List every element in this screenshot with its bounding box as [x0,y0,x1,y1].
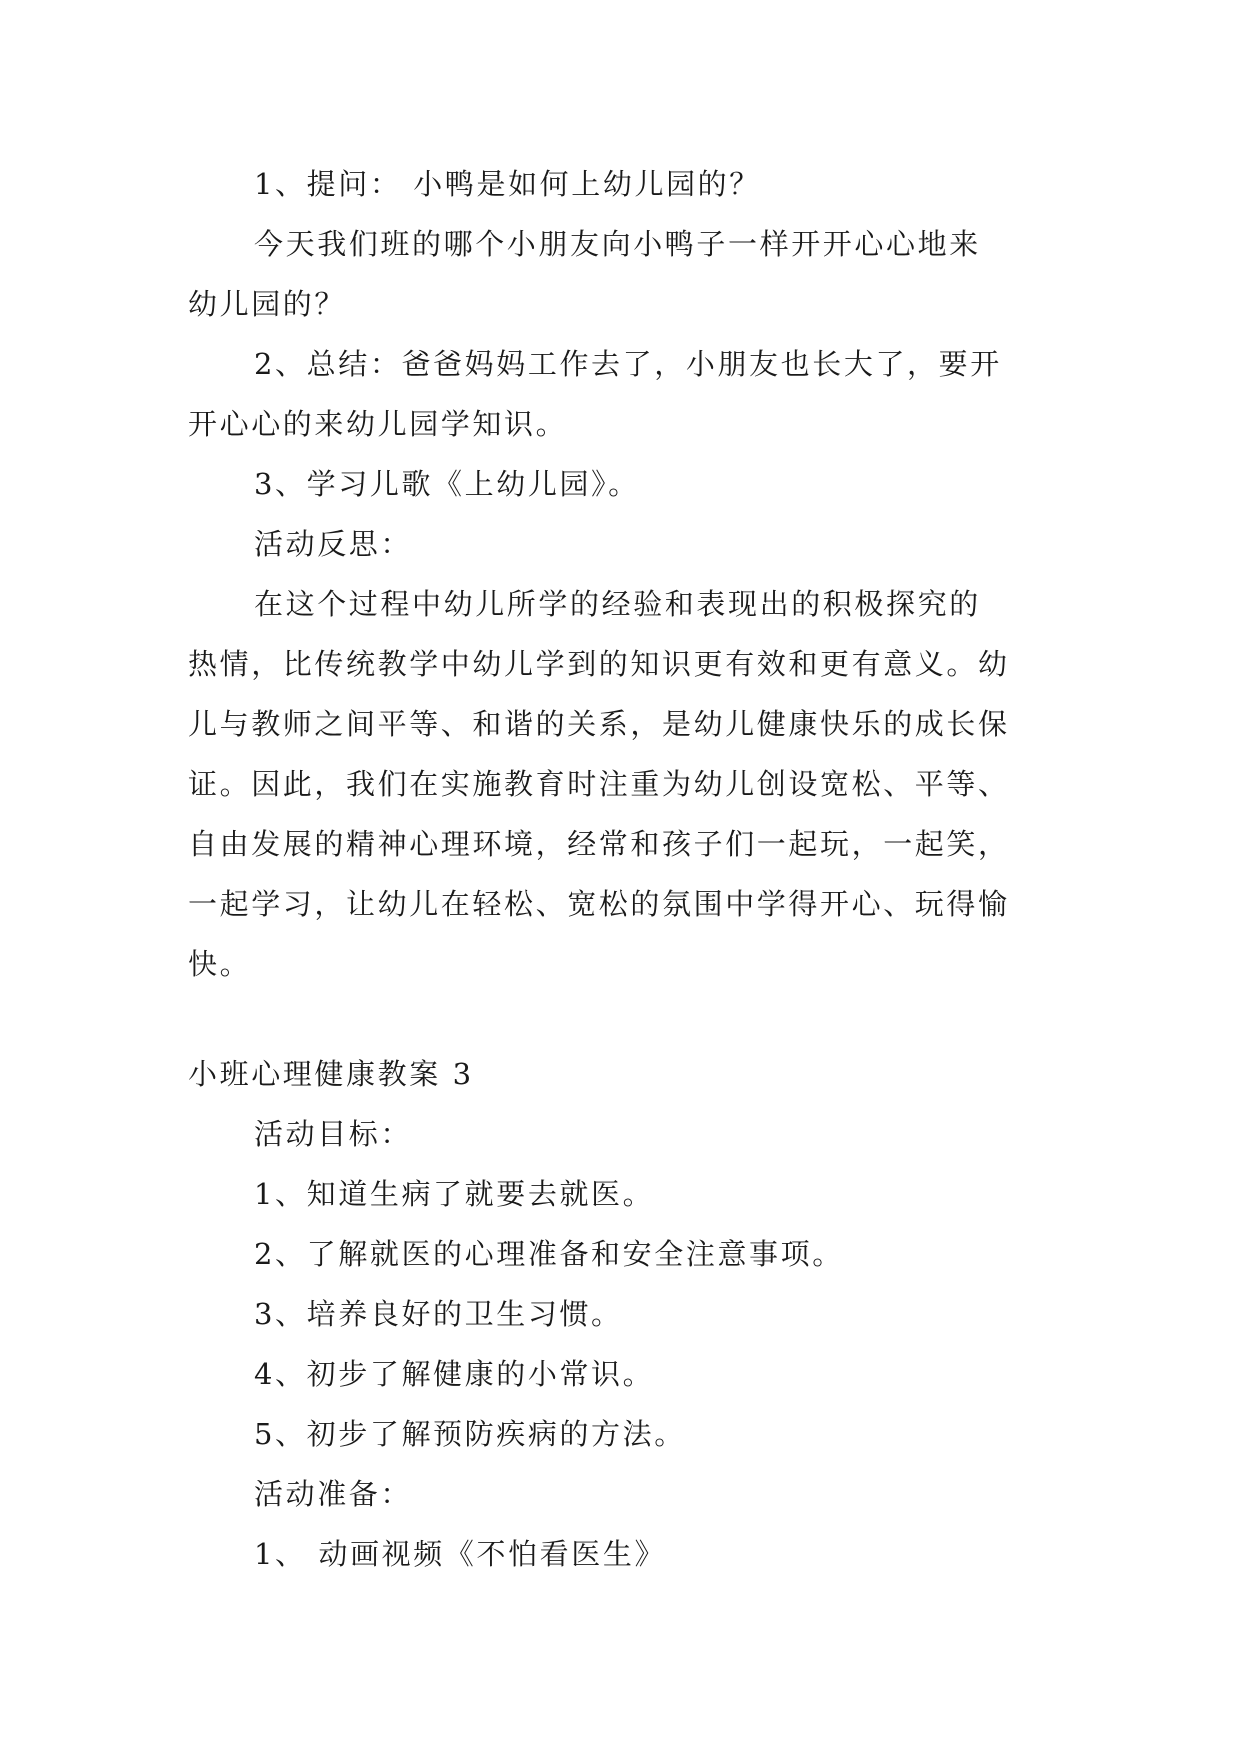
paragraph-line: 1、提问： 小鸭是如何上幼儿园的？ [254,167,761,201]
paragraph-line: 证。因此，我们在实施教育时注重为幼儿创设宽松、平等、 [188,767,1010,801]
list-item: 3、培养良好的卫生习惯。 [254,1297,623,1331]
paragraph-line: 一起学习，让幼儿在轻松、宽松的氛围中学得开心、玩得愉 [188,887,1010,921]
list-item: 5、初步了解预防疾病的方法。 [254,1417,686,1451]
section-heading: 活动目标： [254,1117,413,1151]
list-item: 4、初步了解健康的小常识。 [254,1357,655,1391]
paragraph-line: 3、学习儿歌《上幼儿园》。 [254,467,640,501]
section-heading: 活动准备： [254,1477,413,1511]
paragraph-line: 2、总结：爸爸妈妈工作去了，小朋友也长大了，要开 [254,347,1002,381]
paragraph-line: 在这个过程中幼儿所学的经验和表现出的积极探究的 [254,587,981,621]
section-heading: 活动反思： [254,527,413,561]
document-title: 小班心理健康教案 3 [188,1057,474,1091]
paragraph-line: 热情，比传统教学中幼儿学到的知识更有效和更有意义。幼 [188,647,1010,681]
list-item: 2、了解就医的心理准备和安全注意事项。 [254,1237,844,1271]
list-item: 1、知道生病了就要去就医。 [254,1177,655,1211]
paragraph-line: 儿与教师之间平等、和谐的关系，是幼儿健康快乐的成长保 [188,707,1010,741]
paragraph-line: 开心心的来幼儿园学知识。 [188,407,568,441]
paragraph-line: 今天我们班的哪个小朋友向小鸭子一样开开心心地来 [254,227,981,261]
paragraph-line: 幼儿园的？ [188,287,347,321]
paragraph-line: 自由发展的精神心理环境，经常和孩子们一起玩，一起笑， [188,827,1010,861]
list-item: 1、 动画视频《不怕看医生》 [254,1537,667,1571]
paragraph-line: 快。 [188,947,252,981]
